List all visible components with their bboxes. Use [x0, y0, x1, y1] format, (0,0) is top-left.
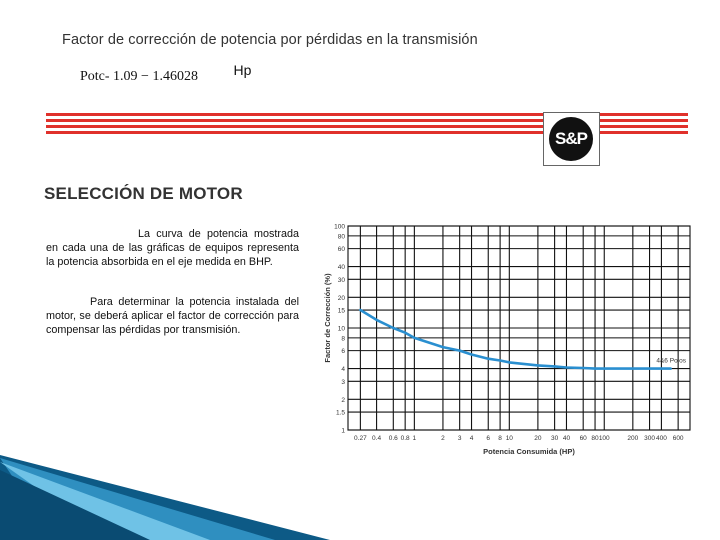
x-tick-label: 40: [562, 435, 571, 442]
x-tick-label: 2: [441, 435, 445, 442]
x-axis-label: Potencia Consumida (HP): [483, 447, 575, 456]
y-tick-label: 80: [337, 233, 345, 241]
x-tick-label: 0.27: [354, 435, 367, 442]
formula-unit: Hp: [233, 62, 252, 78]
y-tick-label: 3: [341, 378, 345, 386]
x-tick-label: 0.4: [372, 435, 382, 442]
x-tick-label: 1: [412, 435, 417, 442]
x-tick-label: 30: [550, 435, 559, 442]
section-heading: Factor de corrección de potencia por pérdidas en la transmisión: [62, 32, 478, 48]
x-tick-label: 0.6: [388, 435, 398, 442]
y-tick-label: 1.5: [335, 409, 345, 417]
y-tick-label: 2: [341, 396, 345, 404]
x-tick-label: 60: [579, 435, 587, 442]
y-tick-label: 15: [337, 307, 345, 315]
series-label: 4&6 Polos: [656, 357, 686, 365]
x-tick-label: 80: [591, 435, 599, 442]
paragraph-correction: Para determinar la potencia instalada del motor, se deberá aplicar el factor de corrección para compensar las pérdidas por transmisión.: [46, 296, 299, 337]
x-tick-label: 4: [469, 435, 474, 442]
correction-factor-chart: [318, 216, 698, 461]
x-tick-label: 8: [498, 435, 502, 442]
y-tick-label: 40: [337, 264, 345, 272]
y-tick-label: 8: [341, 335, 345, 343]
x-tick-label: 300: [644, 435, 655, 442]
y-tick-label: 10: [337, 325, 345, 333]
y-tick-label: 1: [341, 427, 345, 435]
y-tick-label: 20: [337, 294, 345, 302]
y-tick-label: 100: [334, 223, 345, 231]
formula-text: Potc- 1.09 − 1.46028: [80, 69, 198, 84]
x-tick-label: 6: [486, 435, 491, 442]
section-title: SELECCIÓN DE MOTOR: [44, 184, 243, 203]
x-tick-label: 10: [505, 435, 513, 442]
y-tick-label: 60: [337, 246, 345, 254]
x-tick-label: 0.8: [400, 435, 410, 442]
x-tick-label: 600: [672, 435, 684, 442]
y-tick-label: 30: [337, 276, 345, 284]
y-tick-label: 6: [341, 348, 345, 356]
sp-logo: [543, 112, 600, 166]
x-tick-label: 3: [457, 435, 462, 442]
formula: [80, 62, 252, 85]
x-tick-label: 20: [534, 435, 542, 442]
y-axis-label: Factor de Corrección (%): [323, 273, 332, 363]
x-tick-label: 200: [627, 435, 639, 442]
paragraph-curve: La curva de potencia mostrada en cada una de las gráficas de equipos representa la potencia absorbida en el eje medida en BHP.: [46, 228, 299, 269]
logo-text: S&P: [549, 117, 593, 161]
x-tick-label: 100: [598, 435, 610, 442]
y-tick-label: 4: [341, 366, 345, 374]
x-tick-label: 400: [655, 435, 667, 442]
